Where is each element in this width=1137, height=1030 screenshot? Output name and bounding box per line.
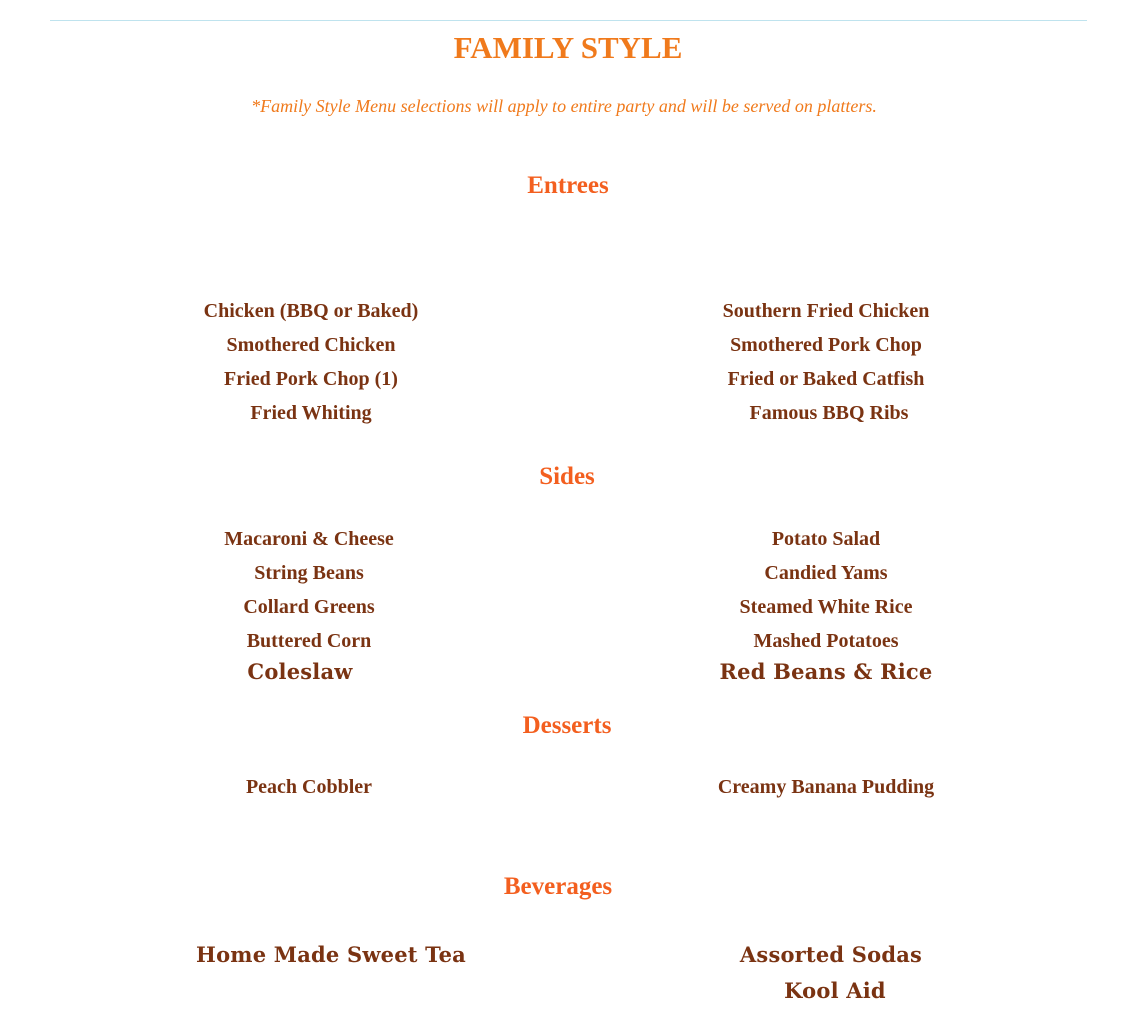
menu-item: Assorted Sodas xyxy=(739,942,923,967)
menu-item: Candied Yams xyxy=(764,562,888,584)
menu-item: Fried or Baked Catfish xyxy=(727,368,925,390)
menu-item: Collard Greens xyxy=(243,596,375,618)
menu-item: Red Beans & Rice xyxy=(719,659,933,684)
menu-item: Buttered Corn xyxy=(246,630,372,652)
menu-item: Famous BBQ Ribs xyxy=(749,402,909,424)
section-heading-beverages: Beverages xyxy=(503,873,613,900)
menu-item: Potato Salad xyxy=(771,528,881,550)
menu-item: Southern Fried Chicken xyxy=(722,300,930,322)
menu-item: Kool Aid xyxy=(784,978,886,1003)
section-heading-entrees: Entrees xyxy=(527,172,609,199)
menu-item: Smothered Pork Chop xyxy=(730,334,922,356)
menu-item: Chicken (BBQ or Baked) xyxy=(203,300,419,322)
menu-item: Fried Pork Chop (1) xyxy=(224,368,398,390)
menu-item: Mashed Potatoes xyxy=(753,630,899,652)
page-title: FAMILY STYLE xyxy=(453,30,683,65)
menu-item: Creamy Banana Pudding xyxy=(717,776,935,798)
section-heading-sides: Sides xyxy=(539,463,595,490)
top-divider xyxy=(50,20,1087,21)
menu-item: Macaroni & Cheese xyxy=(224,528,394,550)
menu-item: Home Made Sweet Tea xyxy=(196,942,466,967)
menu-item: String Beans xyxy=(254,562,364,584)
menu-item: Smothered Chicken xyxy=(226,334,396,356)
menu-item: Peach Cobbler xyxy=(245,776,373,798)
menu-item: Coleslaw xyxy=(247,659,353,684)
menu-note: *Family Style Menu selections will apply to entire party and will be served on platters. xyxy=(251,96,877,116)
section-heading-desserts: Desserts xyxy=(522,712,612,739)
menu-item: Fried Whiting xyxy=(250,402,372,424)
menu-item: Steamed White Rice xyxy=(739,596,913,618)
